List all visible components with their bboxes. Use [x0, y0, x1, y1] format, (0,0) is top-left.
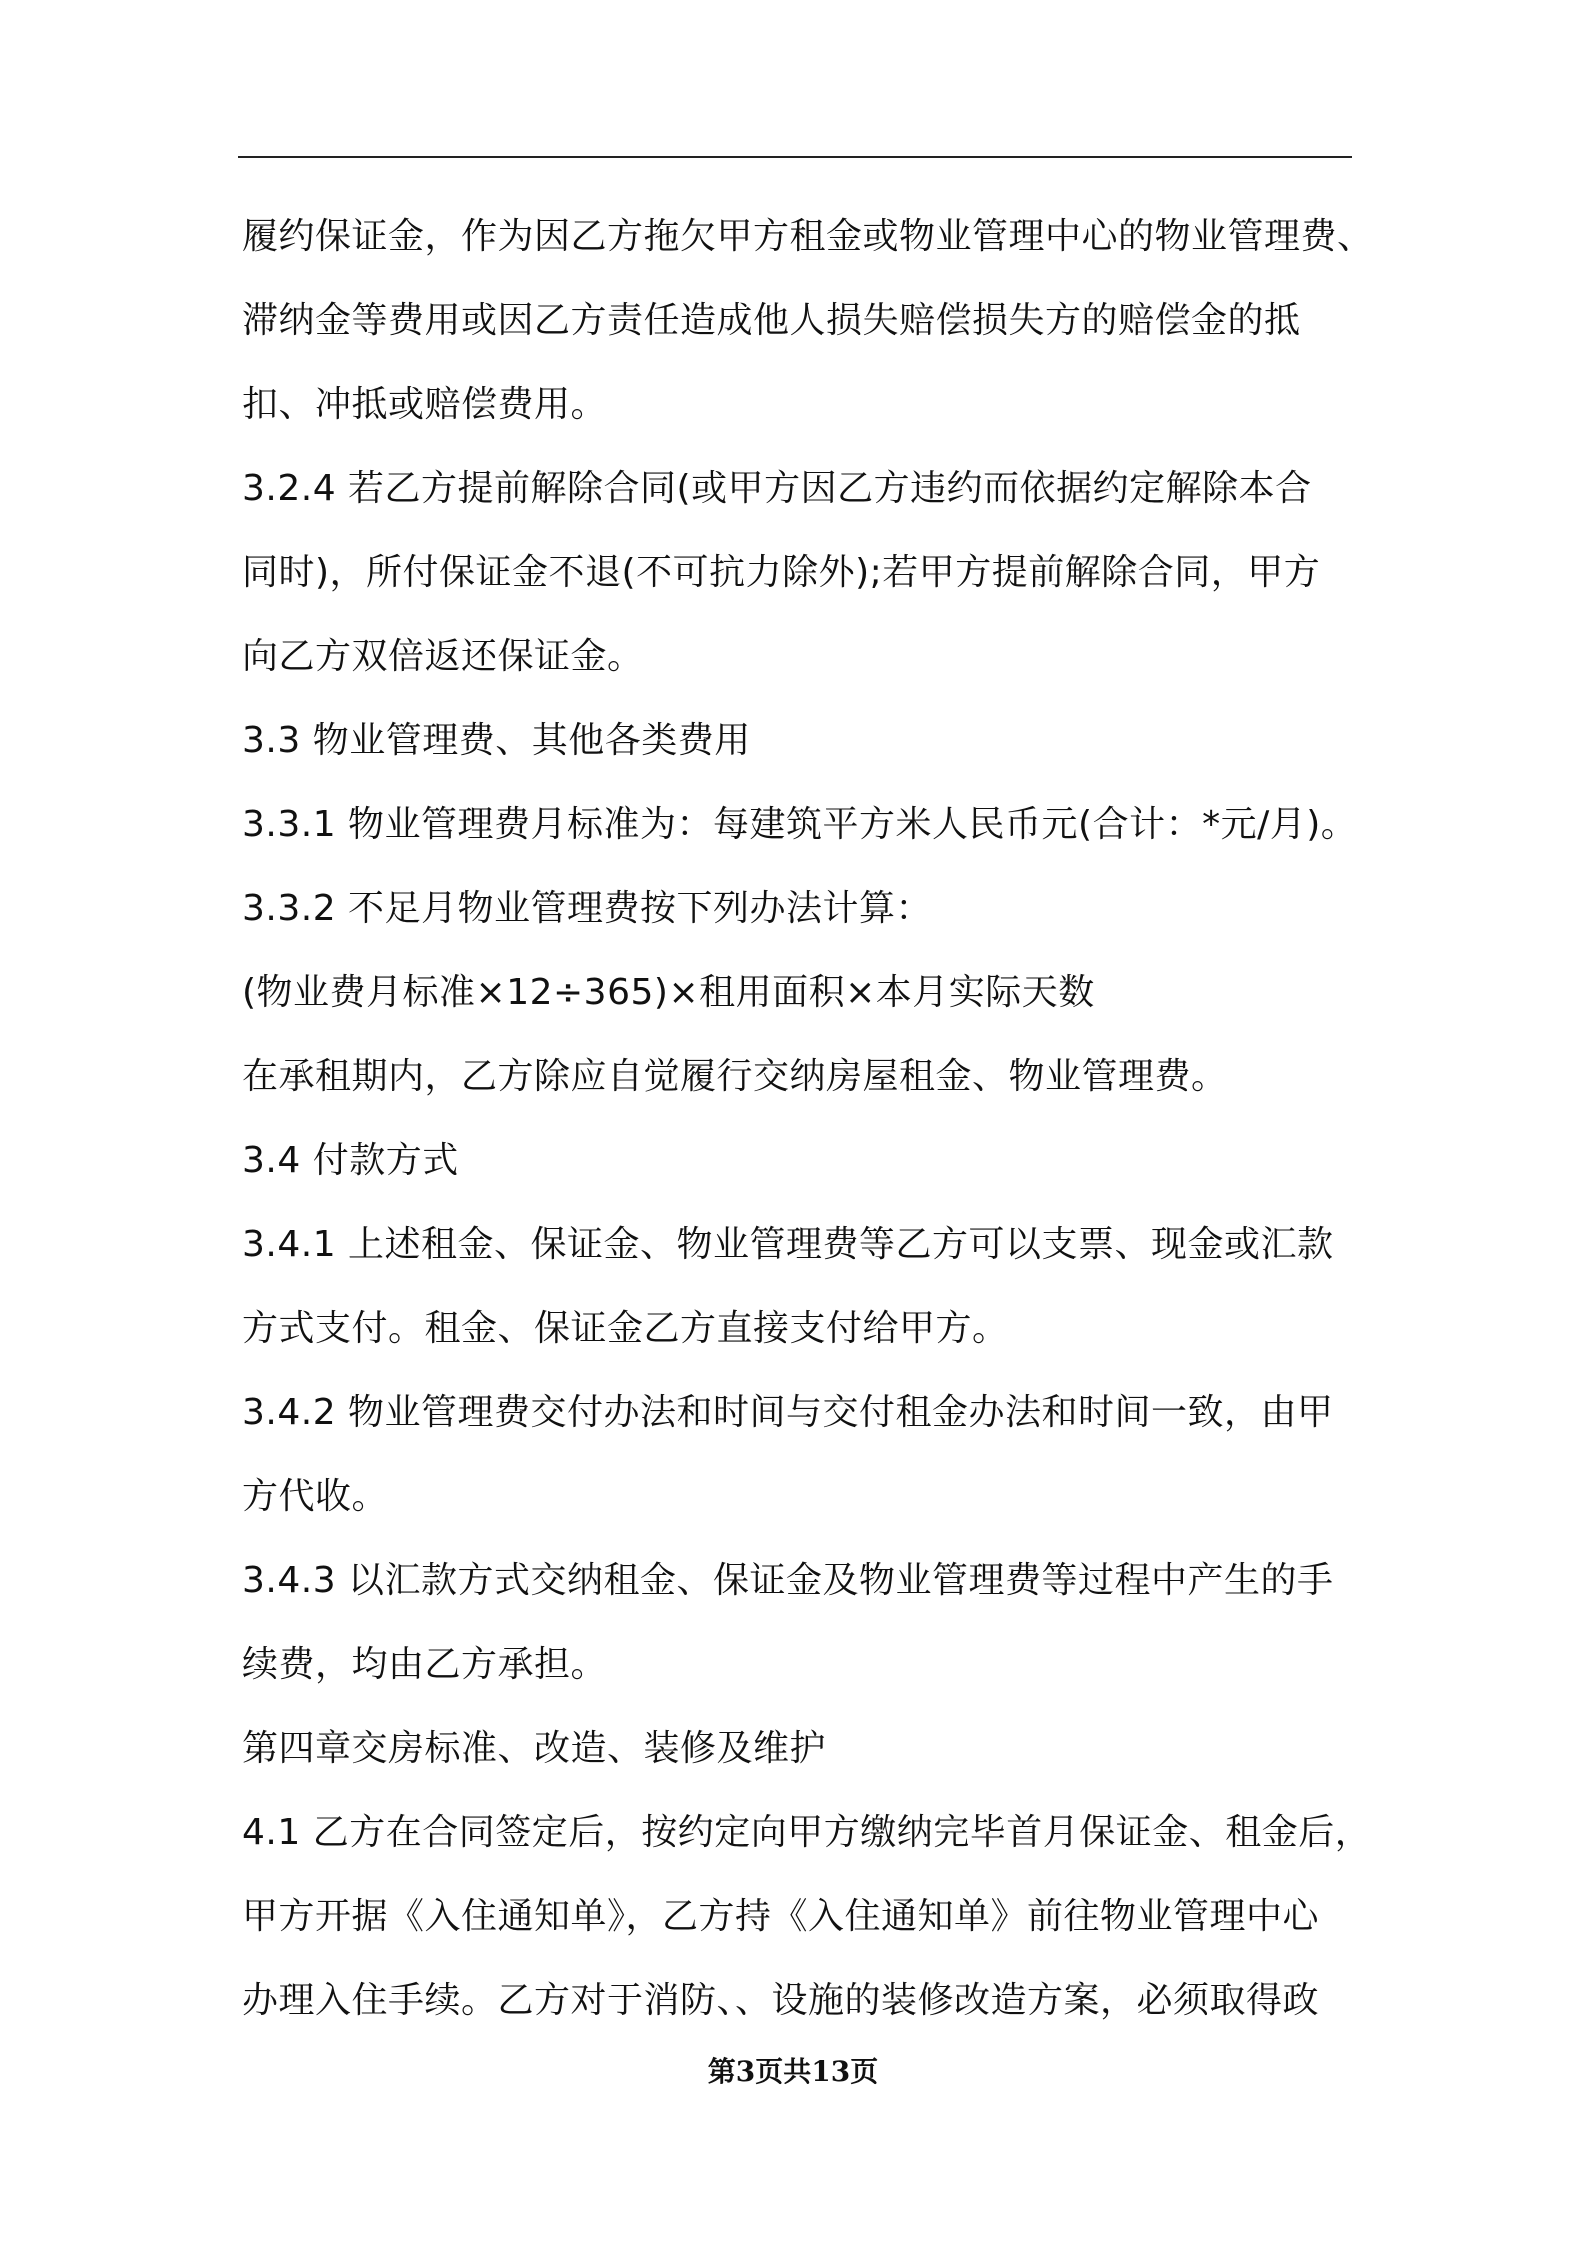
text-line: 4.1 乙方在合同签定后，按约定向甲方缴纳完毕首月保证金、租金后， — [242, 1812, 1372, 1853]
text-line: 甲方开据《入住通知单》，乙方持《入住通知单》前往物业管理中心 — [242, 1896, 1320, 1937]
text-line: 方式支付。租金、保证金乙方直接支付给甲方。 — [242, 1308, 1009, 1349]
text-line: 续费，均由乙方承担。 — [242, 1644, 608, 1685]
text-line: 方代收。 — [242, 1476, 389, 1517]
text-line: 3.4.2 物业管理费交付办法和时间与交付租金办法和时间一致，由甲 — [242, 1392, 1334, 1433]
text-line: 3.4.3 以汇款方式交纳租金、保证金及物业管理费等过程中产生的手 — [242, 1560, 1334, 1601]
text-line: 同时)，所付保证金不退(不可抗力除外);若甲方提前解除合同，甲方 — [242, 552, 1321, 593]
text-line: 履约保证金，作为因乙方拖欠甲方租金或物业管理中心的物业管理费、 — [242, 216, 1374, 257]
text-line: 3.2.4 若乙方提前解除合同(或甲方因乙方违约而依据约定解除本合 — [242, 468, 1312, 509]
text-line: 3.3.1 物业管理费月标准为：每建筑平方米人民币元(合计：*元/月)。 — [242, 804, 1358, 845]
page-number: 第3页共13页 — [707, 2055, 879, 2088]
text-line: 3.4.1 上述租金、保证金、物业管理费等乙方可以支票、现金或汇款 — [242, 1224, 1334, 1265]
text-line: 在承租期内，乙方除应自觉履行交纳房屋租金、物业管理费。 — [242, 1056, 1228, 1097]
text-line: 3.3.2 不足月物业管理费按下列办法计算： — [242, 888, 933, 929]
section-heading: 3.3 物业管理费、其他各类费用 — [242, 720, 751, 761]
text-line: 扣、冲抵或赔偿费用。 — [242, 384, 608, 425]
text-line: 向乙方双倍返还保证金。 — [242, 636, 644, 677]
text-line: 滞纳金等费用或因乙方责任造成他人损失赔偿损失方的赔偿金的抵 — [242, 300, 1301, 341]
section-heading: 3.4 付款方式 — [242, 1140, 459, 1181]
text-line: 办理入住手续。乙方对于消防、、设施的装修改造方案，必须取得政 — [242, 1980, 1320, 2021]
document-body — [242, 195, 1374, 2043]
formula-line: (物业费月标准×12÷365)×租用面积×本月实际天数 — [242, 972, 1095, 1013]
chapter-heading: 第四章交房标准、改造、装修及维护 — [242, 1728, 827, 1769]
header-rule — [238, 156, 1352, 158]
